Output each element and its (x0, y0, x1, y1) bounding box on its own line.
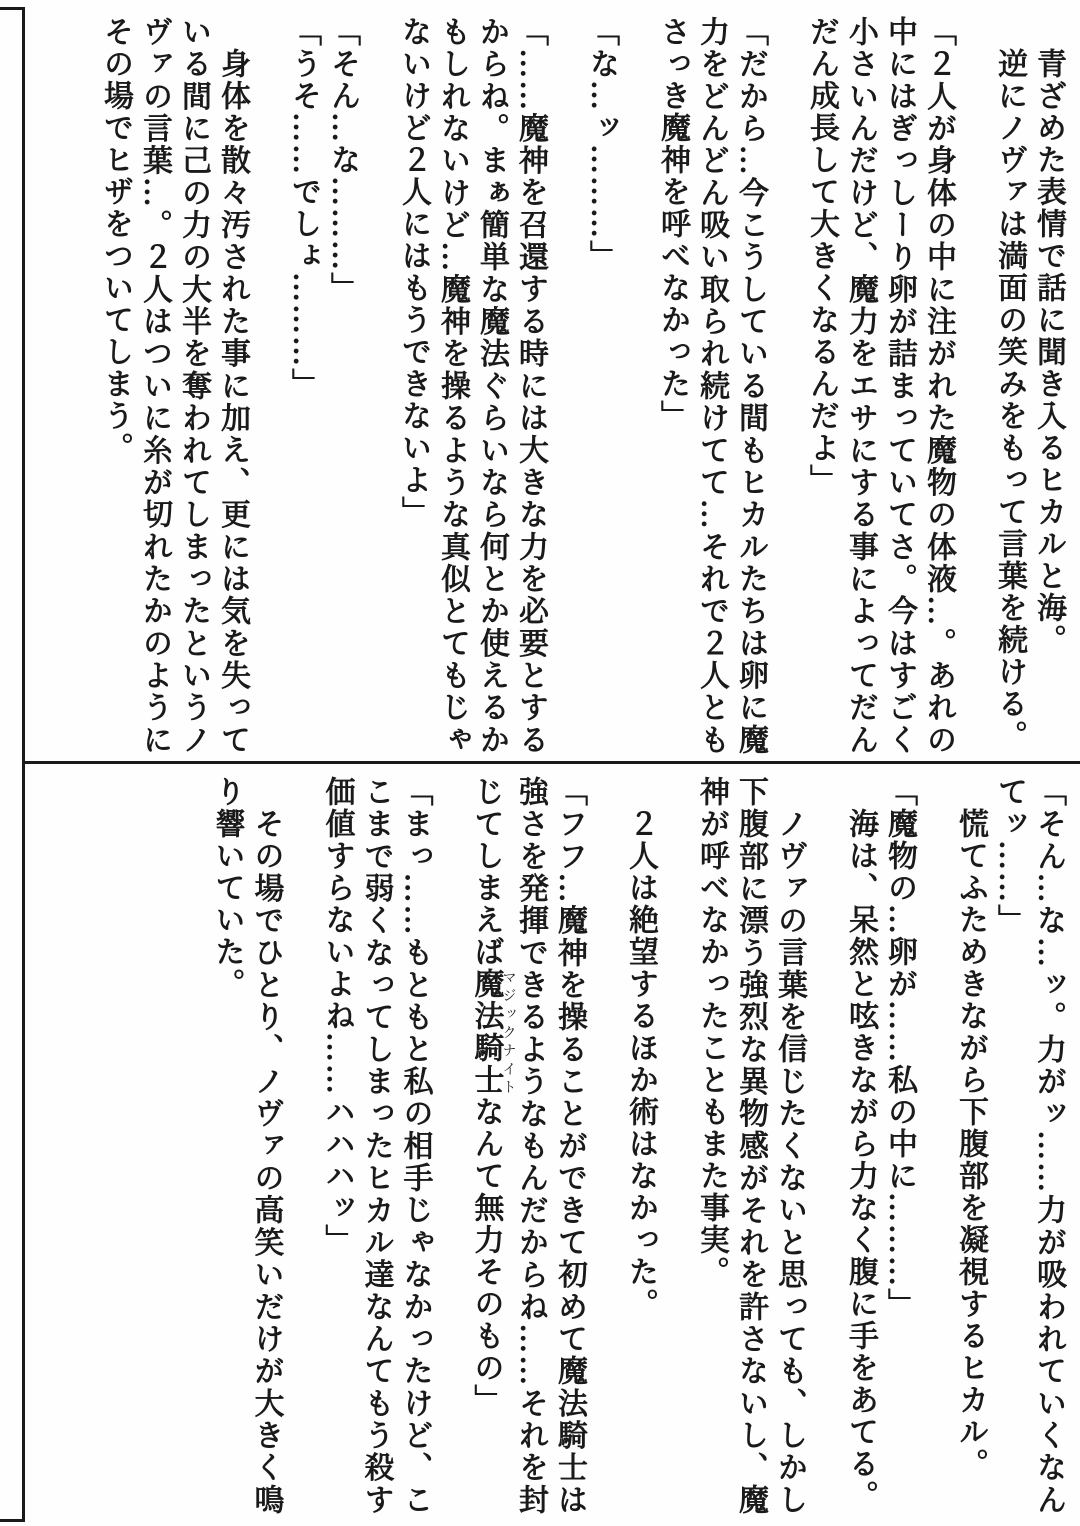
bottom-text-section (44, 776, 1068, 1516)
section-divider-rule (25, 761, 1080, 764)
paragraph-line: 逆にノヴァは満面の笑みをもって言葉を続ける。 (993, 48, 1026, 752)
paragraph-line: 青ざめた表情で話に聞き入るヒカルと海。 (1032, 48, 1065, 656)
paragraph-line: ２人は絶望するほか術はなかった。 (624, 808, 657, 1320)
paragraph-line: 「そん…な………」 (326, 16, 359, 304)
furigana-text: マジックナイト (500, 968, 516, 1096)
ruby-annotated-text: 魔法騎士マジックナイト (469, 968, 516, 1096)
paragraph-line: 「な…ッ………」 (585, 16, 618, 272)
paragraph-line: 「魔物の…卵が……私の中に………」 (883, 776, 916, 1320)
paragraph-line: その場でひとり、ノヴァの高笑いだけが大きく鳴り響いていた。 (210, 776, 283, 1516)
paragraph-line: 「２人が身体の中に注がれた魔物の体液…。あれの中にはぎっしーり卵が詰まっていてさ。今はすごく小さいんだけど、魔力をエサにする事によってだんだん成長して大きくなるんだよ」 (805, 16, 955, 756)
paragraph-line: 「そん…な…ッ。力がッ……力が吸われていくなんてッ……」 (993, 776, 1065, 1516)
paragraph-line: 海は、呆然と呟きながら力なく腹に手をあてる。 (844, 808, 877, 1512)
paragraph-line: 「……魔神を召還する時には大きな力を必要とするからね。まぁ簡単な魔法ぐらいなら何とか使えるかもしれないけど…魔神を操るような真似とてもじゃないけど２人にはもうできないよ」 (397, 16, 547, 756)
paragraph-line: 「うそ……でしょ………」 (287, 16, 320, 400)
paragraph-line: ノヴァの言葉を信じたくないと思っても、しかし下腹部に漂う強烈な異物感がそれを許さないし、魔神が呼べなかったこともまた事実。 (695, 776, 806, 1516)
paragraph-line: 慌てふためきながら下腹部を凝視するヒカル。 (954, 808, 987, 1480)
paragraph-line: 「フフ…魔神を操ることができて初めて魔法騎士は強さを発揮できるようなもんだからね……それを封じてしまえば魔法騎士マジックナイトなんて無力そのもの」 (469, 776, 586, 1516)
top-text-section (44, 16, 1068, 756)
paragraph-line: 身体を散々汚された事に加え、更には気を失っている間に己の力の大半を奪われてしまったというノヴァの言葉…。２人はついに糸が切れたかのようにその場でヒザをついてしまう。 (99, 16, 249, 756)
paragraph-line: 「だから…今こうしている間もヒカルたちは卵に魔力をどんどん吸い取られ続けてて…それで２人ともさっき魔神を呼べなかった」 (656, 16, 767, 756)
page-edge-frame (0, 7, 25, 1522)
paragraph-line: 「まっ……もともと私の相手じゃなかったけど、ここまで弱くなってしまったヒカル達なんてもう殺す価値すらないよね……ハハハッ」 (320, 776, 432, 1516)
